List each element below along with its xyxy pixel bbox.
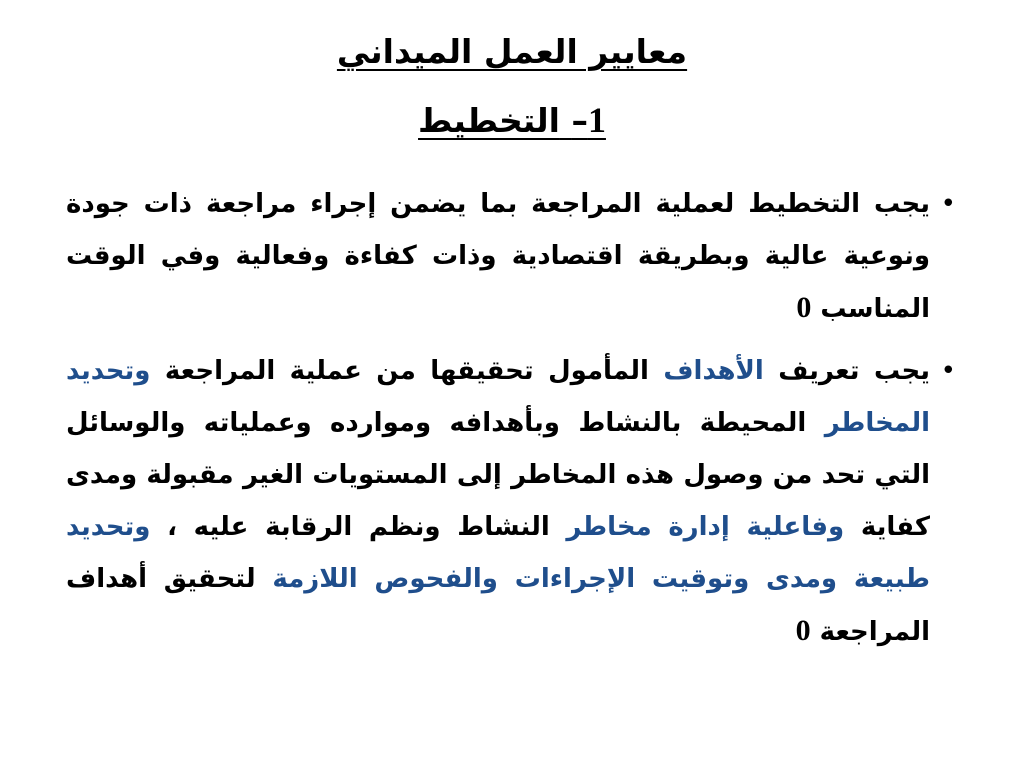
bullet-text: لتحقيق أهداف المراجعة: [66, 564, 930, 647]
slide-title: معايير العمل الميداني: [336, 32, 688, 71]
subtitle-number: 1: [587, 100, 606, 140]
bullet-dot-icon: •: [940, 356, 956, 386]
bullet-end-mark: 0: [795, 614, 811, 647]
bullet-end-mark: 0: [796, 291, 812, 324]
highlight-text: وفاعلية إدارة مخاطر: [566, 512, 845, 542]
bullet-text: المأمول تحقيقها من عملية المراجعة: [150, 356, 664, 386]
bullet-dot-icon: •: [940, 189, 956, 219]
bullet-paragraph: [66, 345, 930, 658]
subtitle-text: التخطيط: [418, 101, 560, 140]
bullet-list: [66, 178, 956, 668]
bullet-text: المحيطة بالنشاط وبأهدافه وموارده وعملياته والوسائل التي تحد من وصول هذه المخاطر إلى المستويات الغير مقبولة ومدى كفاية: [66, 408, 930, 542]
highlight-text: الأهداف: [663, 356, 764, 386]
bullet-item: [66, 345, 956, 658]
slide-subtitle: [62, 96, 962, 145]
subtitle-dash: –: [571, 101, 588, 140]
bullet-text: يجب تعريف: [763, 356, 930, 386]
bullet-text: يجب التخطيط لعملية المراجعة بما يضمن إجراء مراجعة ذات جودة ونوعية عالية وبطريقة اقتصادية وذات كفاءة وفعالية وفي الوقت المناسب: [66, 189, 930, 324]
bullet-text: النشاط ونظم الرقابة عليه ،: [150, 512, 567, 542]
bullet-paragraph: [66, 178, 930, 335]
bullet-item: [66, 178, 956, 335]
highlight-text: وتحديد المخاطر: [66, 356, 930, 438]
highlight-text: وتحديد طبيعة ومدى وتوقيت الإجراءات والفحوص اللازمة: [66, 512, 930, 594]
